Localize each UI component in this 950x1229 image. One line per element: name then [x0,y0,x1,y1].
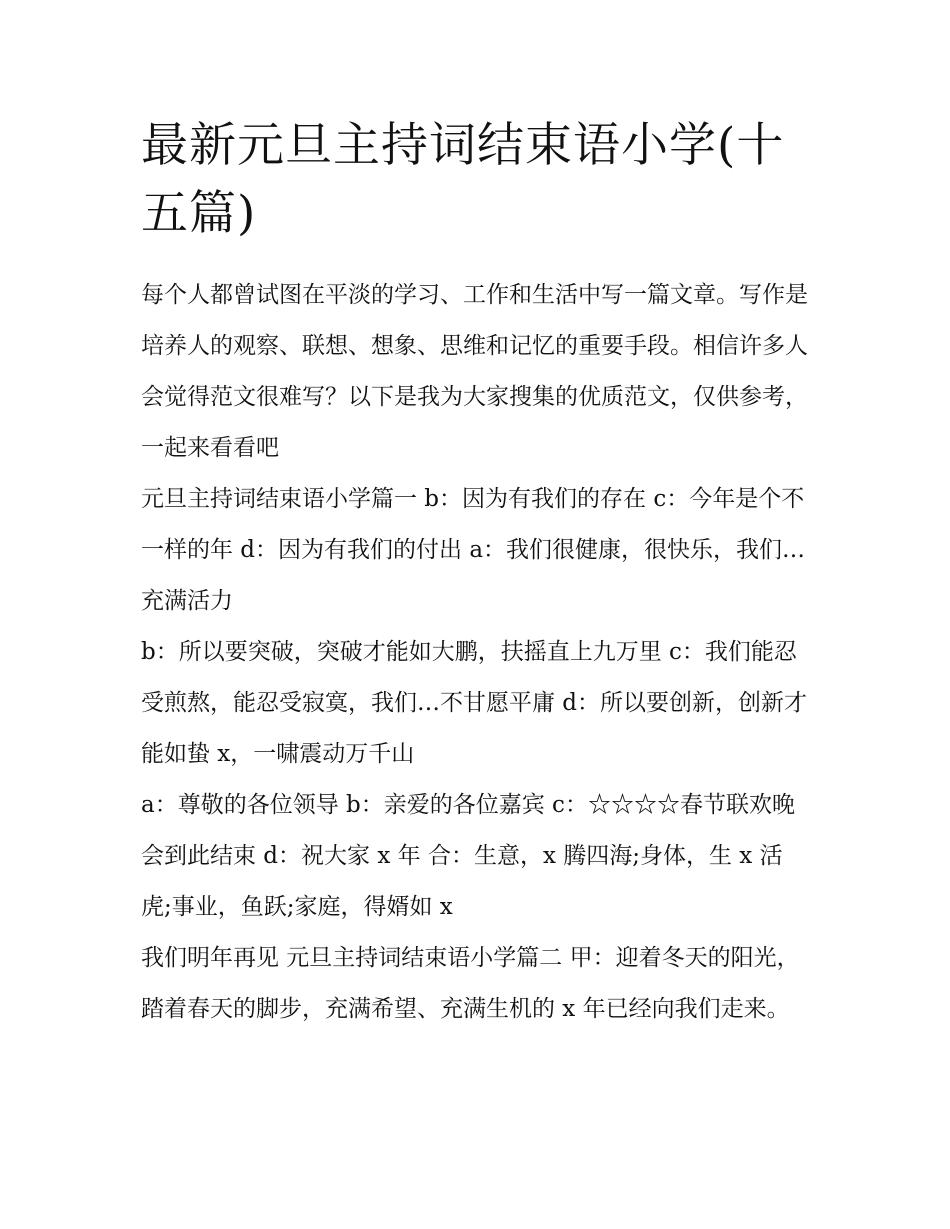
paragraph-3: a：尊敬的各位领导 b：亲爱的各位嘉宾 c：☆☆☆☆春节联欢晚会到此结束 d：祝大家 x 年 合：生意，x 腾四海;身体，生 x 活虎;事业，鱼跃;家庭，得婿如 x [141,792,795,920]
paragraph-4: 我们明年再见 元旦主持词结束语小学篇二 甲：迎着冬天的阳光，踏着春天的脚步，充满希望、充满生机的 x 年已经向我们走来。 [141,945,800,1022]
paragraph-intro: 每个人都曾试图在平淡的学习、工作和生活中写一篇文章。写作是培养人的观察、联想、想象、思维和记忆的重要手段。相信许多人会觉得范文很难写？以下是我为大家搜集的优质范文，仅供参考，一起来看看吧 [141,282,808,461]
document-body [141,112,813,1035]
paragraph-2: b：所以要突破，突破才能如大鹏，扶摇直上九万里 c：我们能忍受煎熬，能忍受寂寞，我们…不甘愿平庸 d：所以要创新，创新才能如蛰 x，一啸震动万千山 [141,639,808,767]
paragraph-list [141,270,813,1035]
paragraph-1: 元旦主持词结束语小学篇一 b：因为有我们的存在 c：今年是个不一样的年 d：因为有我们的付出 a：我们很健康，很快乐，我们…充满活力 [141,486,806,614]
document-title: 最新元旦主持词结束语小学(十五篇) [141,118,785,241]
